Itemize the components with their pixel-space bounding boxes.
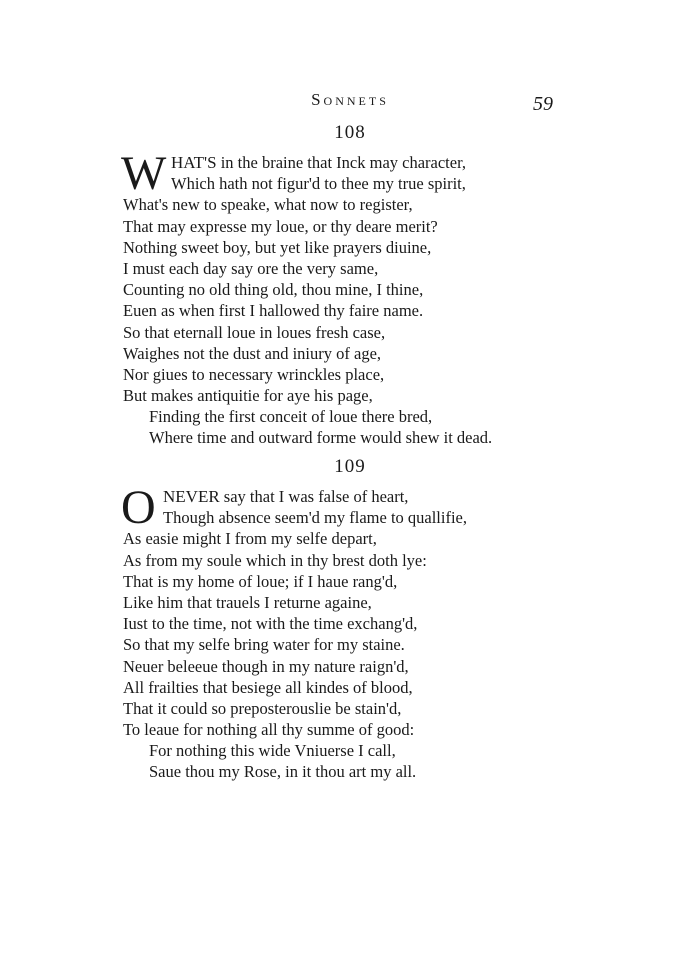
poem-line: So that eternall loue in loues fresh case,	[123, 322, 386, 342]
first-line-text: in the braine that Inck may character,	[216, 153, 467, 172]
couplet-line: For nothing this wide Vniuerse I call,	[149, 741, 396, 761]
poem-line: Nor giues to necessary wrinckles place,	[123, 364, 385, 384]
poem-line: Which hath not figur'd to thee my true spirit,	[171, 174, 466, 194]
poem-line	[123, 486, 603, 507]
poem-line: I must each day say ore the very same,	[123, 258, 379, 278]
page-number: 59	[533, 93, 553, 115]
sonnet-108	[121, 147, 603, 449]
first-word: HAT'S	[171, 153, 217, 172]
poem-line: That may expresse my loue, or thy deare merit?	[123, 216, 438, 236]
couplet-line: Where time and outward forme would shew it dead.	[149, 428, 493, 448]
poem-line: What's new to speake, what now to register,	[123, 195, 413, 215]
couplet-line: Finding the first conceit of loue there bred,	[149, 407, 433, 427]
poem-line: All frailties that besiege all kindes of blood,	[123, 677, 413, 697]
poem-line: As easie might I from my selfe depart,	[123, 529, 377, 549]
poem-line: Euen as when first I hallowed thy faire name.	[123, 301, 424, 321]
sonnet-number: 109	[334, 456, 366, 477]
first-line-text: say that I was false of heart,	[219, 487, 409, 506]
poem-line: As from my soule which in thy brest doth lye:	[123, 550, 427, 570]
poem-line: So that my selfe bring water for my staine.	[123, 635, 405, 655]
poem-line: Counting no old thing old, thou mine, I thine,	[123, 280, 424, 300]
poem-line: But makes antiquitie for aye his page,	[123, 386, 373, 406]
poem-line: Nothing sweet boy, but yet like prayers diuine,	[123, 237, 432, 257]
running-head: Sonnets	[311, 90, 389, 109]
drop-cap: O	[121, 481, 156, 534]
poem-line: Though absence seem'd my flame to quallifie,	[163, 508, 468, 528]
sonnet-number: 108	[334, 122, 366, 143]
first-word: NEVER	[163, 487, 220, 506]
poem-line: That it could so preposterouslie be stain'd,	[123, 698, 402, 718]
poem-line: That is my home of loue; if I haue rang'd,	[123, 571, 398, 591]
poem-line: Iust to the time, not with the time exchang'd,	[123, 614, 418, 634]
couplet-line: Saue thou my Rose, in it thou art my all.	[149, 762, 417, 782]
poem-line	[123, 152, 603, 173]
drop-cap: W	[121, 147, 167, 200]
poem-line: Like him that trauels I returne againe,	[123, 592, 372, 612]
poem-line: Neuer beleeue though in my nature raign'd,	[123, 656, 409, 676]
poem-line: Waighes not the dust and iniury of age,	[123, 343, 382, 363]
poem-line: To leaue for nothing all thy summe of good:	[123, 720, 415, 740]
sonnet-109	[121, 481, 603, 783]
